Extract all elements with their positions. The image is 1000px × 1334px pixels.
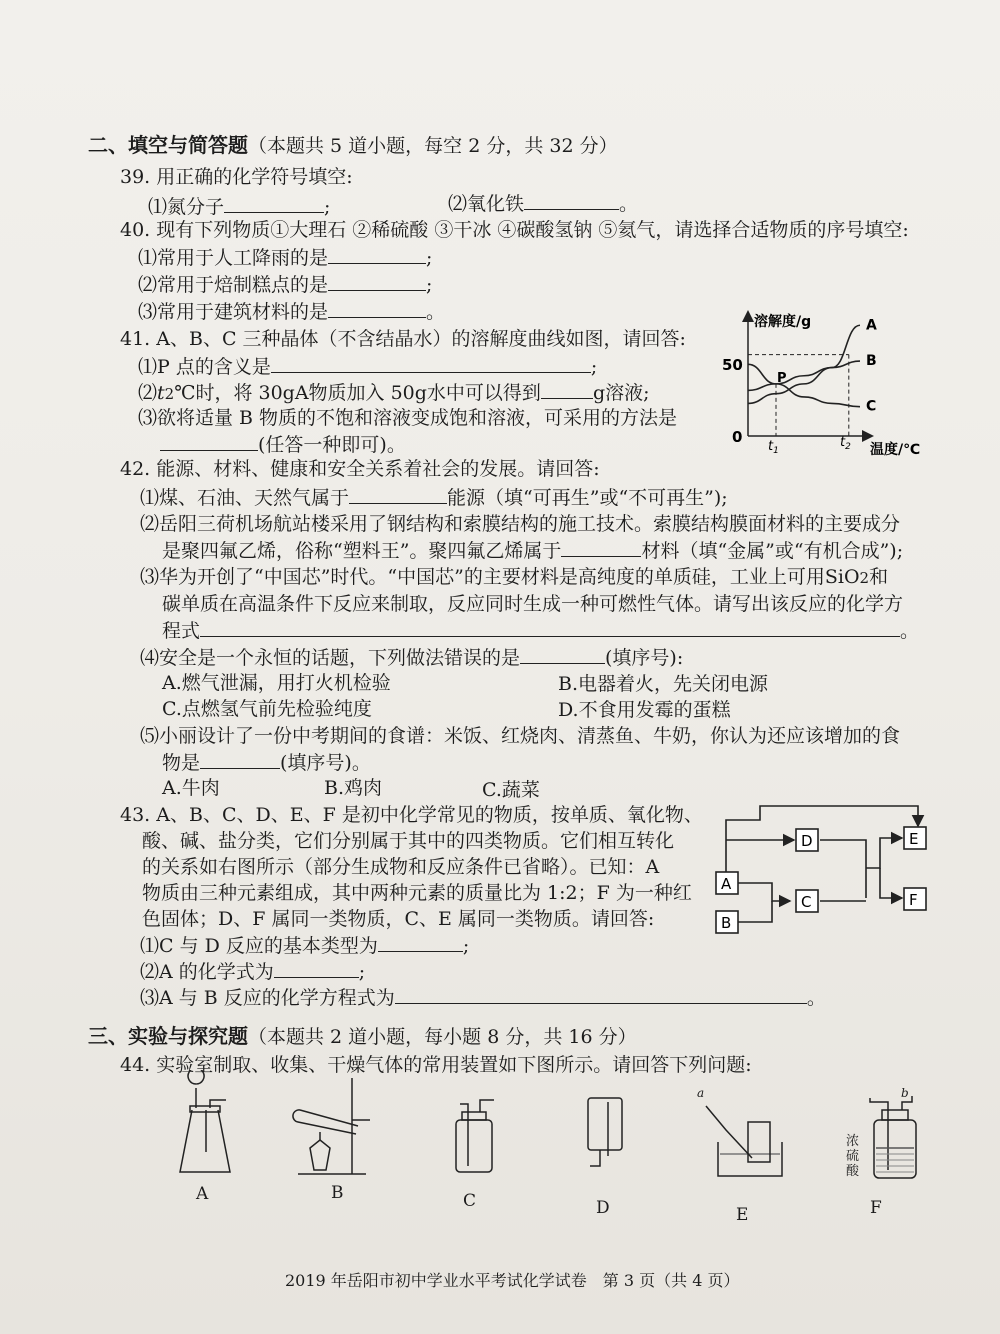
arrow-a-to-e (726, 806, 918, 872)
arrow-to-e (866, 838, 902, 868)
q42-part2-line2 (162, 538, 903, 563)
q42-number: 42. (120, 458, 151, 480)
q40-part3 (138, 299, 445, 324)
q42-part5-text: 物是 (162, 752, 201, 774)
q43-part1 (140, 933, 469, 958)
box-c-label: C (801, 893, 812, 911)
q41-part2-t: t (157, 382, 165, 404)
x-axis-label: 温度/℃ (870, 442, 921, 456)
q42-part3-line3 (162, 618, 919, 643)
page-footer: 2019 年岳阳市初中学业水平考试化学试卷 第 3 页（共 4 页） (285, 1271, 740, 1290)
label-d: D (596, 1198, 610, 1218)
q40-part1 (138, 245, 432, 270)
apparatus-b-heating-icon (293, 1078, 370, 1174)
curve-labels (866, 317, 877, 414)
y-axis-label: 溶解度/g (754, 314, 812, 330)
answer-blank[interactable] (561, 538, 641, 557)
x-tick-t1: $t_1$ (768, 439, 779, 456)
answer-blank[interactable] (271, 354, 591, 373)
q39-part2 (448, 191, 638, 216)
q43-part3 (140, 985, 826, 1010)
label-f: F (870, 1198, 882, 1218)
answer-blank[interactable] (378, 933, 463, 952)
q43-line1 (120, 803, 703, 827)
q42-part4 (140, 645, 683, 670)
answer-blank[interactable] (160, 432, 258, 451)
q39-part1-end: ; (324, 196, 331, 218)
curve-label-a: A (866, 317, 877, 334)
q42-option-a: A.燃气泄漏，用打火机检验 (162, 672, 391, 694)
q43-number: 43. (120, 804, 151, 826)
answer-blank[interactable] (328, 245, 426, 264)
q42-part5-end: (填序号)。 (280, 752, 371, 774)
label-b: B (331, 1183, 344, 1203)
box-a-label: A (721, 875, 732, 893)
answer-blank[interactable] (224, 194, 324, 213)
apparatus-e-trough-icon (706, 1106, 782, 1176)
q42-part2-end: 材料（填“金属”或“有机合成”); (641, 540, 904, 562)
q42-part3-sub: 2 (859, 569, 870, 587)
q41-part2-prefix: ⑵ (138, 382, 158, 404)
box-f-label: F (909, 891, 918, 909)
arrow-b-to-c (738, 901, 772, 922)
curve-label-c: C (866, 398, 877, 415)
curve-a (748, 325, 860, 403)
q41-part3 (138, 406, 677, 430)
answer-blank[interactable] (200, 750, 280, 769)
answer-blank[interactable] (328, 299, 426, 318)
q41-text: A、B、C 三种晶体（不含结晶水）的溶解度曲线如图，请回答: (156, 328, 686, 350)
q41-part1 (138, 354, 597, 379)
q42-part1-text: ⑴煤、石油、天然气属于 (140, 487, 350, 509)
answer-blank[interactable] (200, 618, 900, 637)
q39-part2-end: 。 (619, 193, 639, 215)
label-e: E (736, 1205, 749, 1225)
apparatus-f-washing-icon (870, 1096, 916, 1178)
answer-blank[interactable] (274, 959, 359, 978)
q42-part1-end: 能源（填“可再生”或“不可再生”); (447, 487, 728, 509)
q39-text: 用正确的化学符号填空: (156, 166, 353, 188)
q42-part2-text: 是聚四氟乙烯，俗称“塑料王”。聚四氟乙烯属于 (162, 540, 562, 562)
apparatus-d-collect-icon (588, 1098, 622, 1166)
answer-blank[interactable] (524, 191, 619, 210)
q40-text: 现有下列物质①大理石 ②稀硫酸 ③干冰 ④碳酸氢钠 ⑤氦气，请选择合适物质的序号填空: (156, 219, 909, 241)
q42-part3-line2: 碳单质在高温条件下反应来制取，反应同时生成一种可燃性气体。请写出该反应的化学方 (162, 593, 904, 615)
q42-part1 (140, 485, 728, 510)
q39-part1-text: ⑴氮分子 (148, 196, 225, 218)
answer-blank[interactable] (328, 272, 426, 291)
q42-option-b: B.电器着火，先关闭电源 (558, 673, 769, 695)
box-d-label: D (801, 832, 813, 850)
section-2-heading (88, 133, 618, 158)
q43-part2 (140, 959, 365, 984)
q42-option-d: D.不食用发霉的蛋糕 (558, 699, 731, 721)
arrow-to-f (880, 868, 902, 898)
q40-part2 (138, 272, 432, 297)
q41-part1-end: ; (590, 356, 598, 378)
f-liquid-label: 浓 硫 酸 (846, 1134, 860, 1179)
q42-part2-line1: ⑵岳阳三荷机场航站楼采用了钢结构和索膜结构的施工技术。索膜结构膜面材料的主要成分 (140, 513, 901, 535)
point-p-label: P (777, 370, 787, 386)
q42-part3-end: 。 (900, 620, 920, 642)
q42-part4-text: ⑷安全是一个永恒的话题，下列做法错误的是 (140, 647, 521, 669)
apparatus-a-flask-icon (180, 1070, 230, 1172)
q39-part1 (148, 194, 330, 219)
section-2-title: 二、填空与简答题 (88, 133, 248, 157)
q43-part1-text: ⑴C 与 D 反应的基本类型为 (140, 935, 378, 957)
q41-part1-text: ⑴P 点的含义是 (138, 356, 271, 378)
q40-part2-text: ⑵常用于焙制糕点的是 (138, 274, 329, 296)
answer-blank[interactable] (520, 645, 605, 664)
section-2-note: （本题共 5 道小题，每空 2 分，共 32 分） (248, 135, 618, 157)
q43-part3-text: ⑶A 与 B 反应的化学方程式为 (140, 987, 395, 1009)
answer-blank[interactable] (541, 380, 593, 399)
section-3-title: 三、实验与探究题 (88, 1024, 248, 1048)
q41-part2-end: g溶液; (592, 382, 650, 404)
x-tick-t2: $t_2$ (840, 435, 851, 452)
label-a: A (196, 1184, 209, 1204)
relation-diagram (710, 800, 940, 948)
q41-part3-cont (160, 432, 406, 457)
answer-blank[interactable] (349, 485, 447, 504)
q42-food-c: C.蔬菜 (482, 779, 540, 801)
q42-food-a: A.牛肉 (162, 777, 220, 799)
q43-part2-text: ⑵A 的化学式为 (140, 961, 274, 983)
q43-line3: 的关系如右图所示（部分生成物和反应条件已省略）。已知：A (142, 856, 660, 878)
q44-number: 44. (120, 1054, 151, 1076)
y-tick-50: 50 (722, 356, 743, 374)
section-3-heading (88, 1024, 637, 1049)
q42-part5-line2 (162, 750, 371, 775)
q43-part3-end: 。 (806, 987, 826, 1009)
q42-text: 能源、材料、健康和安全关系着社会的发展。请回答: (156, 458, 600, 480)
q42-part3-he: 和 (869, 566, 889, 588)
box-e-label: E (909, 830, 919, 848)
q42-stem (120, 457, 600, 481)
q41-number: 41. (120, 328, 151, 350)
q42-part4-end: (填序号): (605, 647, 684, 669)
apparatus-row (170, 1070, 930, 1190)
q43-line5: 色固体；D、F 属同一类物质，C、E 属同一类物质。请回答: (142, 908, 655, 930)
port-b-label: b (901, 1086, 909, 1100)
solubility-chart (718, 308, 930, 456)
q41-stem (120, 327, 686, 351)
q42-part3-line1 (140, 565, 888, 590)
q40-part3-text: ⑶常用于建筑材料的是 (138, 301, 329, 323)
q39-number: 39. (120, 166, 151, 188)
q43-line2: 酸、碱、盐分类，它们分别属于其中的四类物质。它们相互转化 (142, 830, 675, 852)
curves (748, 325, 860, 406)
q39-part2-text: ⑵氧化铁 (448, 193, 525, 215)
q42-food-b: B.鸡肉 (324, 777, 383, 799)
q42-part3-text: ⑶华为开创了“中国芯”时代。“中国芯”的主要材料是高纯度的单质硅，工业上可用SiO (140, 566, 860, 588)
apparatus-c-bottle-icon (456, 1100, 494, 1172)
q42-option-c: C.点燃氢气前先检验纯度 (162, 698, 372, 720)
q40-number: 40. (120, 219, 151, 241)
q39-stem (120, 165, 353, 189)
origin-label: 0 (732, 428, 743, 446)
section-3-note: （本题共 2 道小题，每小题 8 分，共 16 分） (248, 1026, 637, 1048)
curve-b (748, 361, 860, 390)
q43-part2-end: ; (358, 961, 366, 983)
arrow-a-to-c (738, 883, 790, 901)
q41-part2-text: ℃时，将 30gA物质加入 50g水中可以得到 (174, 382, 541, 404)
label-c: C (463, 1191, 477, 1211)
q40-part3-end: 。 (426, 301, 446, 323)
box-b-label: B (721, 914, 732, 932)
port-a-label: a (697, 1086, 705, 1100)
q40-stem (120, 218, 909, 242)
q41-part2-sub: 2 (164, 385, 175, 403)
q42-part5-line1: ⑸小丽设计了一份中考期间的食谱：米饭、红烧肉、清蒸鱼、牛奶，你认为还应该增加的食 (140, 725, 901, 747)
q40-part1-end: ; (426, 247, 433, 269)
q43-text-1: A、B、C、D、E、F 是初中化学常见的物质，按单质、氧化物、 (156, 804, 703, 826)
q43-part1-end: ; (462, 935, 470, 957)
q40-part2-end: ; (426, 274, 433, 296)
curve-label-b: B (866, 353, 877, 370)
answer-blank[interactable] (395, 985, 807, 1004)
q42-part3-prefix: 程式 (162, 620, 201, 642)
q41-part3-end: (任答一种即可)。 (258, 434, 406, 456)
arrows-d-c-join (820, 840, 866, 901)
q44-text: 实验室制取、收集、干燥气体的常用装置如下图所示。请回答下列问题: (156, 1054, 752, 1076)
q41-part2 (138, 380, 650, 406)
q43-line4: 物质由三种元素组成，其中两种元素的质量比为 1:2；F 为一种红 (142, 882, 692, 904)
q41-part3-text: ⑶欲将适量 B 物质的不饱和溶液变成饱和溶液，可采用的方法是 (138, 407, 678, 429)
q40-part1-text: ⑴常用于人工降雨的是 (138, 247, 329, 269)
